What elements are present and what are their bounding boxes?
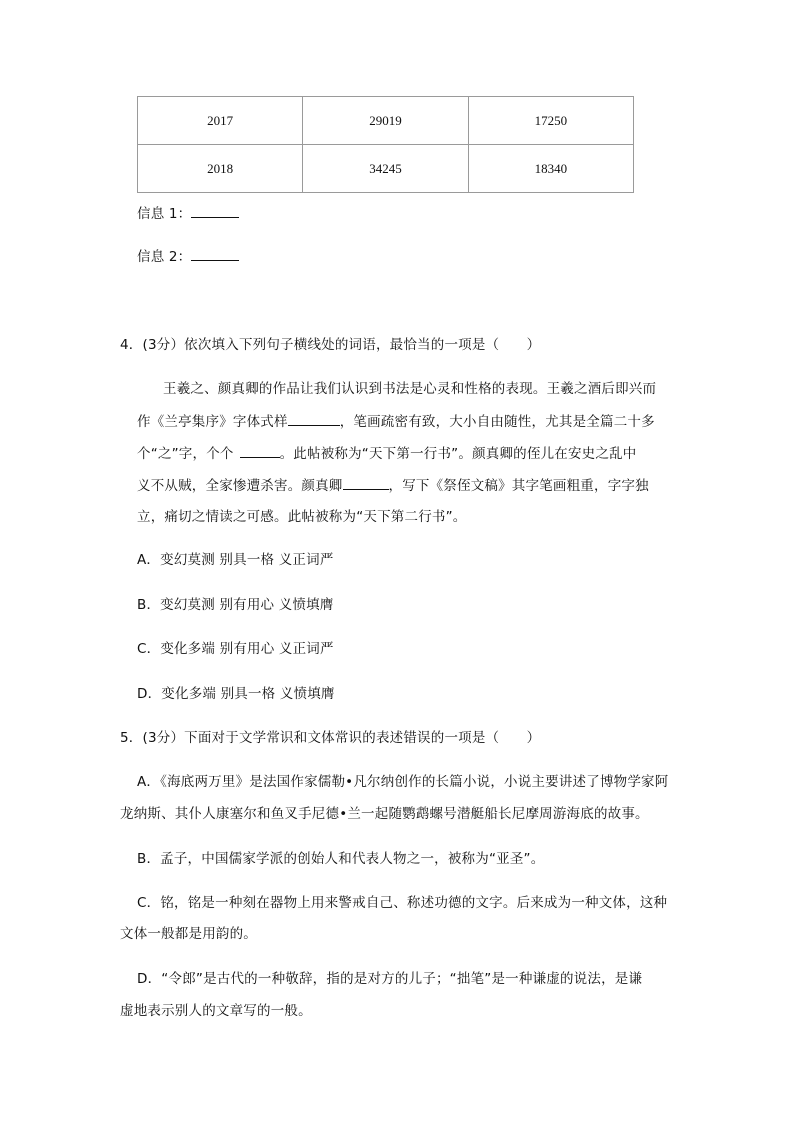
table-cell: 2017 <box>138 97 303 145</box>
q5-option-d-line-1: D．“令郎”是古代的一种敬辞，指的是对方的儿子；“拙笔”是一种谦虚的说法，是谦 <box>137 971 643 987</box>
info-2-label: 信息 2： <box>137 249 192 265</box>
passage-line-1: 王羲之、颜真卿的作品让我们认识到书法是心灵和性格的表现。王羲之酒后即兴而 <box>163 381 657 397</box>
passage-text: 。此帖被称为“天下第一行书”。颜真卿的侄儿在安史之乱中 <box>279 446 637 462</box>
info-2-line <box>137 245 239 265</box>
answer-blank-1 <box>288 413 340 426</box>
passage-line-2 <box>137 410 655 430</box>
answer-blank-2 <box>240 445 280 458</box>
option-b: B．变幻莫测 别有用心 义愤填膺 <box>137 597 334 613</box>
passage-line-5: 立，痛切之情读之可感。此帖被称为“天下第二行书”。 <box>137 509 467 525</box>
table-cell: 29019 <box>303 97 468 145</box>
passage-line-3 <box>137 442 636 462</box>
table-row <box>138 97 634 145</box>
q5-option-d-line-2: 虚地表示别人的文章写的一般。 <box>120 1003 312 1019</box>
table-cell: 34245 <box>303 145 468 193</box>
info-1-line <box>137 202 239 222</box>
q5-option-c-line-1: C．铭，铭是一种刻在器物上用来警戒自己、称述功德的文字。后来成为一种文体，这种 <box>137 895 668 911</box>
q5-option-b: B．孟子，中国儒家学派的创始人和代表人物之一，被称为“亚圣”。 <box>137 851 545 867</box>
answer-blank-3 <box>343 477 389 490</box>
table-row <box>138 145 634 193</box>
passage-text: ，笔画疏密有致，大小自由随性，尤其是全篇二十多 <box>339 414 655 430</box>
passage-text: ，写下《祭侄文稿》其字笔画粗重，字字独 <box>388 478 649 494</box>
table-cell: 2018 <box>138 145 303 193</box>
info-1-blank <box>191 205 239 218</box>
option-d: D．变化多端 别具一格 义愤填膺 <box>137 686 335 702</box>
info-1-label: 信息 1： <box>137 206 192 222</box>
q5-option-c-line-2: 文体一般都是用韵的。 <box>120 926 257 942</box>
question-5-stem: 5．(3分）下面对于文学常识和文体常识的表述错误的一项是（ ） <box>120 730 541 746</box>
data-table <box>137 96 634 193</box>
passage-text: 个“之”字，个个 <box>137 446 234 462</box>
question-4-stem: 4．(3分）依次填入下列句子横线处的词语，最恰当的一项是（ ） <box>120 337 541 353</box>
passage-line-4 <box>137 474 649 494</box>
q5-option-a-line-2: 龙纳斯、其仆人康塞尔和鱼叉手尼德•兰一起随鹦鹉螺号潜艇船长尼摩周游海底的故事。 <box>120 806 649 822</box>
info-2-blank <box>191 248 239 261</box>
option-c: C．变化多端 别有用心 义正词严 <box>137 641 334 657</box>
passage-text: 作《兰亭集序》字体式样 <box>137 414 288 430</box>
table-cell: 18340 <box>468 145 633 193</box>
option-a: A．变幻莫测 别具一格 义正词严 <box>137 552 334 568</box>
q5-option-a-line-1: A．《海底两万里》是法国作家儒勒•凡尔纳创作的长篇小说，小说主要讲述了博物学家阿 <box>137 774 669 790</box>
passage-text: 义不从贼，全家惨遭杀害。颜真卿 <box>137 478 343 494</box>
table-cell: 17250 <box>468 97 633 145</box>
